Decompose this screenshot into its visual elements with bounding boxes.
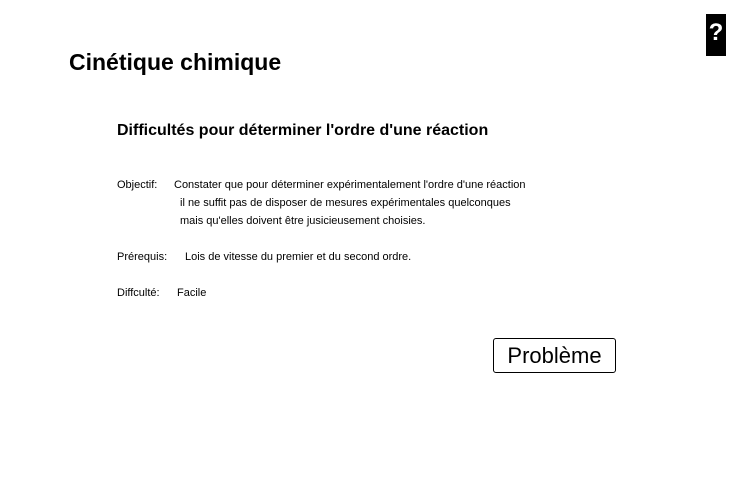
help-button[interactable] [706, 14, 726, 56]
difficulte-label: Diffculté: [117, 287, 160, 299]
objectif-text [174, 176, 526, 230]
objectif-label: Objectif: [117, 179, 158, 191]
exercise-subtitle: Difficultés pour déterminer l'ordre d'une réaction [117, 122, 489, 139]
difficulte-text: Facile [177, 287, 207, 299]
probleme-button[interactable]: Problème [493, 338, 616, 373]
prerequis-text: Lois de vitesse du premier et du second ordre. [185, 251, 412, 263]
help-icon: ? [708, 19, 724, 46]
objectif-line: Constater que pour déterminer expérimentalement l'ordre d'une réaction [174, 179, 526, 191]
objectif-line: mais qu'elles doivent être jusicieusement choisies. [180, 215, 426, 227]
prerequis-label: Prérequis: [117, 251, 168, 263]
objectif-line: il ne suffit pas de disposer de mesures expérimentales quelconques [180, 197, 511, 209]
page-title: Cinétique chimique [69, 49, 282, 75]
